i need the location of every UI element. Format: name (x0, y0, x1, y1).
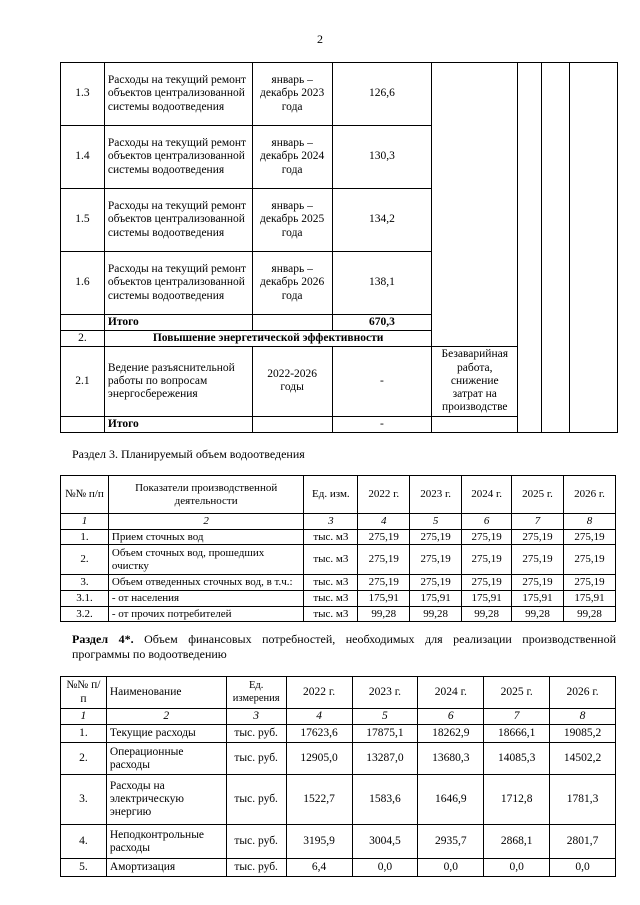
cell: 13287,0 (352, 743, 418, 775)
cell: 1646,9 (418, 775, 484, 825)
cell: 275,19 (564, 575, 616, 591)
measure-value: 138,1 (332, 252, 432, 315)
page-number: 2 (317, 32, 323, 46)
cell: 275,19 (564, 545, 616, 575)
cell: 99,28 (410, 606, 462, 622)
column-index: 2 (106, 709, 226, 725)
column-index: 5 (410, 514, 462, 530)
empty-cell (61, 416, 105, 432)
cell: - от прочих потребителей (108, 606, 304, 622)
cell: 0,0 (418, 859, 484, 877)
cell: 3195,9 (286, 825, 352, 859)
cell: 2935,7 (418, 825, 484, 859)
column-header: Ед. изм. (304, 476, 358, 514)
total-label: Итого (104, 416, 252, 432)
cell: 275,19 (410, 545, 462, 575)
cell: 3.2. (61, 606, 109, 622)
column-index: 7 (512, 514, 564, 530)
column-header: Показатели производственной деятельности (108, 476, 304, 514)
measure-period: январь – декабрь 2026 года (252, 252, 332, 315)
measure-name: Ведение разъяснительной работы по вопросам энергосбережения (104, 347, 252, 416)
row-number: 1.5 (61, 189, 105, 252)
cell: 99,28 (564, 606, 616, 622)
cell: 3. (61, 575, 109, 591)
empty-cell (570, 63, 618, 433)
cell: 1583,6 (352, 775, 418, 825)
cell: 175,91 (512, 590, 564, 606)
cell: 175,91 (462, 590, 512, 606)
index-row (61, 709, 616, 725)
table-row (61, 859, 616, 877)
column-index: 2 (108, 514, 304, 530)
cell: 2801,7 (550, 825, 616, 859)
measure-value: - (332, 347, 432, 416)
column-index: 7 (484, 709, 550, 725)
cell: 12905,0 (286, 743, 352, 775)
cell: 1. (61, 725, 107, 743)
cell: тыс. руб. (226, 775, 286, 825)
cell: 2. (61, 743, 107, 775)
empty-cell (542, 63, 570, 433)
measure-name: Расходы на текущий ремонт объектов централизованной системы водоотведения (104, 252, 252, 315)
column-header: 2026 г. (564, 476, 616, 514)
cell: тыс. м3 (304, 606, 358, 622)
financial-needs-table (60, 676, 616, 877)
empty-cell (252, 315, 332, 331)
cell: 3004,5 (352, 825, 418, 859)
measure-effect: Безаварийная работа, снижение затрат на производстве (432, 347, 518, 416)
column-header: 2023 г. (410, 476, 462, 514)
column-header: 2024 г. (418, 677, 484, 709)
column-header: 2022 г. (358, 476, 410, 514)
row-number: 2.1 (61, 347, 105, 416)
measure-name: Расходы на текущий ремонт объектов централизованной системы водоотведения (104, 126, 252, 189)
column-header: 2026 г. (550, 677, 616, 709)
cell: 99,28 (358, 606, 410, 622)
cell: 13680,3 (418, 743, 484, 775)
empty-cell (252, 416, 332, 432)
cell: 99,28 (462, 606, 512, 622)
index-row (61, 514, 616, 530)
table-row (61, 743, 616, 775)
cell: Объем отведенных сточных вод, в т.ч.: (108, 575, 304, 591)
column-header: 2025 г. (484, 677, 550, 709)
row-number: 1.4 (61, 126, 105, 189)
column-index: 6 (462, 514, 512, 530)
cell: Прием сточных вод (108, 529, 304, 545)
empty-cell (61, 315, 105, 331)
section-title: Повышение энергетической эффективности (104, 331, 431, 347)
column-header: №№ п/п (61, 677, 107, 709)
cell: 0,0 (352, 859, 418, 877)
row-number: 1.6 (61, 252, 105, 315)
cell: Текущие расходы (106, 725, 226, 743)
cell: 275,19 (512, 529, 564, 545)
column-index: 1 (61, 514, 109, 530)
cell: 275,19 (462, 545, 512, 575)
column-header: Наименование (106, 677, 226, 709)
column-header: №№ п/п (61, 476, 109, 514)
cell: 175,91 (410, 590, 462, 606)
section4-caption (72, 632, 616, 662)
section3-caption: Раздел 3. Планируемый объем водоотведения (72, 447, 305, 461)
cell: тыс. руб. (226, 825, 286, 859)
empty-cell (432, 416, 518, 432)
column-header: 2022 г. (286, 677, 352, 709)
table-row (61, 725, 616, 743)
cell: 4. (61, 825, 107, 859)
column-header: Ед. измерения (226, 677, 286, 709)
cell: 14085,3 (484, 743, 550, 775)
cell: 275,19 (358, 545, 410, 575)
cell: тыс. м3 (304, 529, 358, 545)
cell: 275,19 (358, 529, 410, 545)
column-index: 5 (352, 709, 418, 725)
cell: Неподконтрольные расходы (106, 825, 226, 859)
cell: 6,4 (286, 859, 352, 877)
cell: 18666,1 (484, 725, 550, 743)
cell: тыс. м3 (304, 545, 358, 575)
cell: тыс. руб. (226, 725, 286, 743)
measure-value: 126,6 (332, 63, 432, 126)
total-value: 670,3 (332, 315, 432, 331)
wastewater-volume-table (60, 475, 616, 622)
column-index: 8 (564, 514, 616, 530)
empty-cell (518, 63, 542, 433)
column-index: 1 (61, 709, 107, 725)
measures-table (60, 62, 618, 433)
cell: 99,28 (512, 606, 564, 622)
table-row (61, 825, 616, 859)
column-index: 3 (304, 514, 358, 530)
table-row (61, 775, 616, 825)
cell: 275,19 (358, 575, 410, 591)
cell: 275,19 (512, 575, 564, 591)
total-value: - (332, 416, 432, 432)
cell: 275,19 (462, 575, 512, 591)
measure-period: 2022-2026 годы (252, 347, 332, 416)
section4-caption-text: Объем финансовых потребностей, необходимых для реализации производственной программы по водоотведению (72, 632, 616, 661)
column-index: 4 (286, 709, 352, 725)
cell: 0,0 (484, 859, 550, 877)
cell: 5. (61, 859, 107, 877)
total-label: Итого (104, 315, 252, 331)
column-index: 3 (226, 709, 286, 725)
column-header: 2024 г. (462, 476, 512, 514)
measure-period: январь – декабрь 2025 года (252, 189, 332, 252)
cell: 17623,6 (286, 725, 352, 743)
cell: 275,19 (410, 575, 462, 591)
column-header: 2025 г. (512, 476, 564, 514)
cell: 3. (61, 775, 107, 825)
table-row (61, 529, 616, 545)
cell: 275,19 (564, 529, 616, 545)
section4-caption-heading: Раздел 4*. (72, 632, 134, 646)
table-row (61, 606, 616, 622)
column-index: 8 (550, 709, 616, 725)
measure-value: 130,3 (332, 126, 432, 189)
column-header: 2023 г. (352, 677, 418, 709)
cell: 175,91 (358, 590, 410, 606)
section-number: 2. (61, 331, 105, 347)
cell: 1712,8 (484, 775, 550, 825)
cell: тыс. м3 (304, 590, 358, 606)
cell: Операционные расходы (106, 743, 226, 775)
cell: 1. (61, 529, 109, 545)
measure-name: Расходы на текущий ремонт объектов централизованной системы водоотведения (104, 63, 252, 126)
measure-value: 134,2 (332, 189, 432, 252)
table-row (61, 590, 616, 606)
cell: 14502,2 (550, 743, 616, 775)
measure-name: Расходы на текущий ремонт объектов централизованной системы водоотведения (104, 189, 252, 252)
cell: 1522,7 (286, 775, 352, 825)
header-row (61, 476, 616, 514)
cell: 2868,1 (484, 825, 550, 859)
cell: Амортизация (106, 859, 226, 877)
cell: 0,0 (550, 859, 616, 877)
column-index: 4 (358, 514, 410, 530)
cell: 18262,9 (418, 725, 484, 743)
cell: 19085,2 (550, 725, 616, 743)
cell: 3.1. (61, 590, 109, 606)
cell: Объем сточных вод, прошедших очистку (108, 545, 304, 575)
table-row (61, 575, 616, 591)
cell: тыс. руб. (226, 743, 286, 775)
cell: - от населения (108, 590, 304, 606)
column-index: 6 (418, 709, 484, 725)
cell: 1781,3 (550, 775, 616, 825)
cell: тыс. руб. (226, 859, 286, 877)
cell: 275,19 (462, 529, 512, 545)
cell: тыс. м3 (304, 575, 358, 591)
cell: 275,19 (410, 529, 462, 545)
header-row (61, 677, 616, 709)
row-number: 1.3 (61, 63, 105, 126)
effect-cell (432, 63, 518, 347)
cell: Расходы на электрическую энергию (106, 775, 226, 825)
measure-period: январь – декабрь 2023 года (252, 63, 332, 126)
table-row (61, 545, 616, 575)
measure-period: январь – декабрь 2024 года (252, 126, 332, 189)
cell: 275,19 (512, 545, 564, 575)
table-row (61, 63, 618, 126)
cell: 175,91 (564, 590, 616, 606)
cell: 2. (61, 545, 109, 575)
cell: 17875,1 (352, 725, 418, 743)
